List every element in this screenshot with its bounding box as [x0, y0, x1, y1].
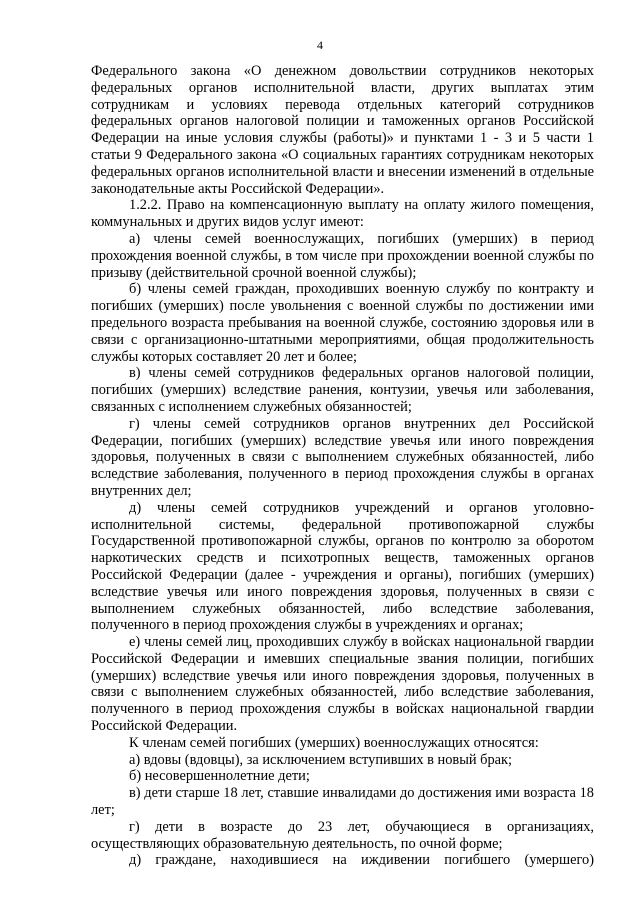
paragraph-list-d-dependents: д) граждане, находившиеся на иждивении погибшего (умершего) [129, 852, 594, 869]
paragraph-list-a-widows: а) вдовы (вдовцы), за исключением вступивших в новый брак; [129, 751, 513, 768]
paragraph-item-d-institutions: д) члены семей сотрудников учреждений и органов уголовно-исполнительной системы, федеральной противопожарной службы Государственной противопожарной службы, органов по контролю за оборотом наркотических средств и психотропных веществ, таможенных органов Российской Федерации (далее - учреждения и органы), погибших (умерших) вследствие увечья или иного повреждения здоровья, полученных в связи с выполнением служебных обязанностей, либо вследствие заболевания, полученного в период прохождения службы в учреждениях и органах; [91, 499, 594, 634]
paragraph-law-reference-continuation: Федерального закона «О денежном довольствии сотрудников некоторых федеральных органов исполнительной власти, других выплатах этим сотрудникам и условиях перевода отдельных категорий сотрудников федеральных органов налоговой полиции и таможенных органов Российской Федерации на иные условия службы (работы)» и пунктами 1 - 3 и 5 части 1 статьи 9 Федерального закона «О социальных гарантиях сотрудникам некоторых федеральных органов исполнительной власти и внесении изменений в отдельные законодательные акты Российской Федерации». [91, 63, 594, 197]
paragraph-1-2-2: 1.2.2. Право на компенсационную выплату на оплату жилого помещения, коммунальных и других видов услуг имеют: [91, 197, 594, 231]
paragraph-item-a-military: а) члены семей военнослужащих, погибших (умерших) в период прохождения военной службы, в том числе при прохождении военной службы по призыву (действительной срочной военной службы); [91, 230, 594, 281]
paragraph-item-e-national-guard: е) члены семей лиц, проходивших службу в войсках национальной гвардии Российской Федерации и имевших специальные звания полиции, погибших (умерших) вследствие увечья или иного повреждения здоровья, полученных в связи с выполнением служебных обязанностей, либо вследствие заболевания, полученного в период прохождения службы в войсках национальной гвардии Российской Федерации. [91, 634, 594, 735]
document-body [91, 63, 594, 869]
paragraph-item-g-internal-affairs: г) члены семей сотрудников органов внутренних дел Российской Федерации, погибших (умерших) вследствие увечья или иного повреждения здоровья, полученных в связи с выполнением служебных обязанностей, либо вследствие заболевания, полученного в период прохождения службы в органах внутренних дел; [91, 415, 594, 499]
paragraph-item-v-tax-police: в) члены семей сотрудников федеральных органов налоговой полиции, погибших (умерших) вследствие ранения, контузии, увечья или заболевания, связанных с исполнением служебных обязанностей; [91, 365, 594, 415]
paragraph-list-b-minors: б) несовершеннолетние дети; [129, 768, 310, 785]
paragraph-list-v-disabled-children: в) дети старше 18 лет, ставшие инвалидами до достижения ими возраста 18 лет; [91, 785, 594, 819]
page-number: 4 [317, 38, 323, 52]
paragraph-list-g-students: г) дети в возрасте до 23 лет, обучающиеся в организациях, осуществляющих образовательную деятельность, по очной форме; [91, 818, 594, 852]
paragraph-item-b-contract: б) члены семей граждан, проходивших военную службу по контракту и погибших (умерших) после увольнения с военной службы по достижении ими предельного возраста пребывания на военной службе, состоянию здоровья или в связи с организационно-штатными мероприятиями, общая продолжительность службы которых составляет 20 лет и более; [91, 281, 594, 365]
paragraph-family-members-intro: К членам семей погибших (умерших) военнослужащих относятся: [129, 734, 539, 751]
